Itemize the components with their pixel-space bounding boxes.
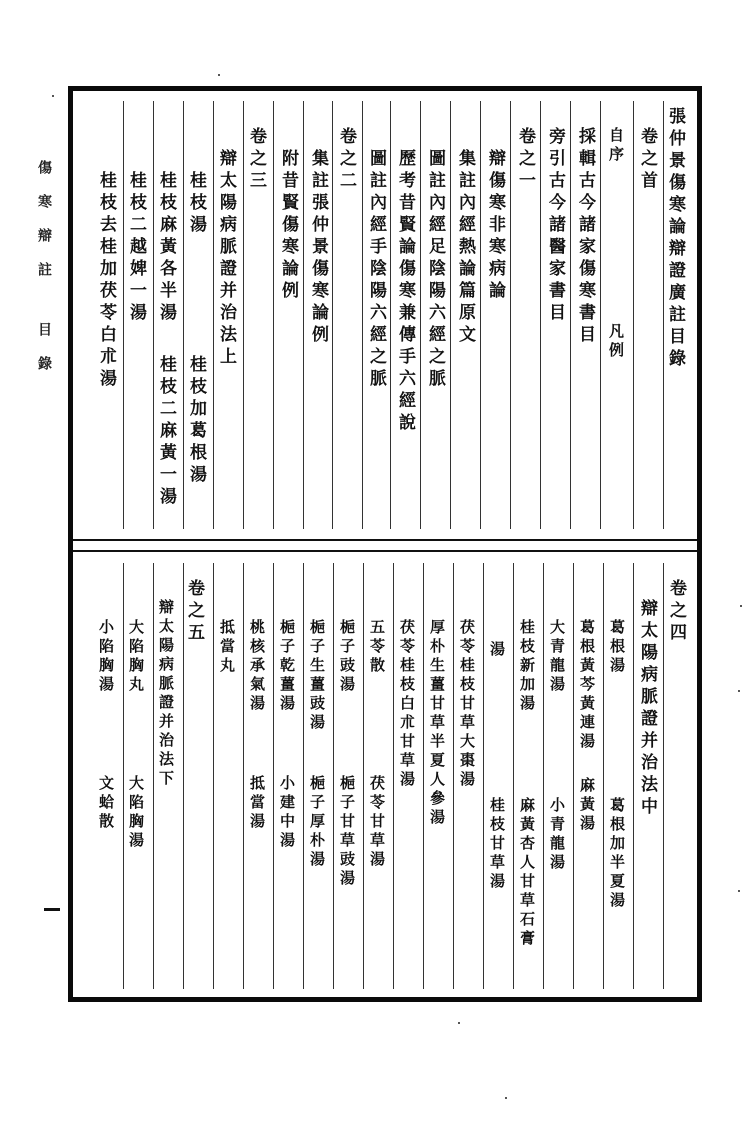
scan-speck xyxy=(52,95,54,97)
column-rule xyxy=(483,563,484,989)
column-rule xyxy=(363,563,364,989)
toc-entry: 歷考昔賢論傷寒兼傳手六經說 xyxy=(395,149,415,435)
column-rule xyxy=(480,101,481,529)
toc-entry: 大陷胸丸 xyxy=(127,619,145,695)
toc-entry: 葛根湯 xyxy=(608,619,626,676)
toc-entry: 桂枝麻黃各半湯 xyxy=(156,171,176,325)
toc-entry: 桂枝去桂加茯苓白朮湯 xyxy=(96,171,116,391)
toc-entry: 厚朴生薑甘草半夏人參湯 xyxy=(428,619,446,828)
column-rule xyxy=(332,101,333,529)
column-rule xyxy=(390,101,391,529)
column-rule xyxy=(243,101,244,529)
column-rule xyxy=(633,101,634,529)
book-title: 傷寒辯註 xyxy=(36,160,52,296)
column-rule xyxy=(663,101,664,529)
toc-entry: 小建中湯 xyxy=(278,775,296,851)
panel-divider xyxy=(73,550,697,552)
toc-entry: 桂枝加葛根湯 xyxy=(186,355,206,487)
toc-entry: 小青龍湯 xyxy=(548,797,566,873)
toc-entry: 自序 xyxy=(607,127,625,165)
volume-heading: 卷之五 xyxy=(184,579,204,645)
scan-speck xyxy=(458,1022,460,1024)
panel-divider xyxy=(73,539,697,541)
toc-entry: 麻黃湯 xyxy=(578,777,596,834)
toc-entry: 桂枝二越婢一湯 xyxy=(126,171,146,325)
column-rule xyxy=(153,101,154,529)
page-frame xyxy=(68,86,702,1002)
toc-entry: 抵當湯 xyxy=(248,775,266,832)
column-rule xyxy=(600,101,601,529)
column-rule xyxy=(303,101,304,529)
toc-entry: 茯苓甘草湯 xyxy=(368,775,386,870)
toc-entry: 文蛤散 xyxy=(97,775,115,832)
toc-entry: 集註內經熱論篇原文 xyxy=(455,149,475,347)
toc-entry: 桂枝甘草湯 xyxy=(488,797,506,892)
toc-entry: 桂枝湯 xyxy=(186,171,206,237)
toc-entry: 梔子豉湯 xyxy=(338,619,356,695)
toc-entry: 五苓散 xyxy=(368,619,386,676)
column-rule xyxy=(273,563,274,989)
toc-entry: 抵當丸 xyxy=(218,619,236,676)
column-rule xyxy=(362,101,363,529)
toc-entry: 茯苓桂枝甘草大棗湯 xyxy=(458,619,476,790)
column-rule xyxy=(510,101,511,529)
column-rule xyxy=(450,101,451,529)
column-rule xyxy=(663,563,664,989)
toc-entry: 旁引古今諸醫家書目 xyxy=(545,127,565,325)
column-rule xyxy=(183,101,184,529)
toc-entry: 圖註內經足陰陽六經之脈 xyxy=(425,149,445,391)
scan-speck xyxy=(218,74,220,76)
column-rule xyxy=(123,563,124,989)
toc-entry: 集註張仲景傷寒論例 xyxy=(308,149,328,347)
toc-entry: 辯太陽病脈證并治法中 xyxy=(637,599,657,819)
toc-entry: 麻黃杏人甘草石膏 xyxy=(518,797,536,949)
toc-entry: 梔子生薑豉湯 xyxy=(308,619,326,733)
scan-speck xyxy=(738,690,740,692)
toc-entry: 小陷胸湯 xyxy=(97,619,115,695)
toc-entry: 梔子厚朴湯 xyxy=(308,775,326,870)
column-rule xyxy=(393,563,394,989)
page-number-mark xyxy=(44,908,60,911)
toc-entry: 桂枝二麻黃一湯 xyxy=(156,355,176,509)
toc-entry: 大陷胸湯 xyxy=(127,775,145,851)
column-rule xyxy=(603,563,604,989)
toc-entry: 大青龍湯 xyxy=(548,619,566,695)
toc-entry: 附昔賢傷寒論例 xyxy=(278,149,298,303)
column-rule xyxy=(453,563,454,989)
scan-speck xyxy=(740,605,742,607)
lower-panel xyxy=(73,553,697,997)
column-rule xyxy=(513,563,514,989)
upper-panel xyxy=(73,91,697,537)
column-rule xyxy=(213,101,214,529)
volume-heading: 卷之三 xyxy=(246,127,266,193)
column-rule xyxy=(213,563,214,989)
column-rule xyxy=(633,563,634,989)
toc-entry: 葛根加半夏湯 xyxy=(608,797,626,911)
column-rule xyxy=(243,563,244,989)
volume-heading: 卷之四 xyxy=(666,579,686,645)
toc-entry: 圖註內經手陰陽六經之脈 xyxy=(366,149,386,391)
toc-title: 張仲景傷寒論辯證廣註目錄 xyxy=(665,107,685,371)
column-rule xyxy=(333,563,334,989)
toc-entry: 茯苓桂枝白朮甘草湯 xyxy=(398,619,416,790)
volume-heading: 卷之二 xyxy=(336,127,356,193)
column-rule xyxy=(303,563,304,989)
toc-entry: 桂枝新加湯 xyxy=(518,619,536,714)
toc-entry: 梔子乾薑湯 xyxy=(278,619,296,714)
toc-entry: 梔子甘草豉湯 xyxy=(338,775,356,889)
column-rule xyxy=(123,101,124,529)
scan-speck xyxy=(738,890,740,892)
column-rule xyxy=(273,101,274,529)
column-rule xyxy=(543,563,544,989)
column-rule xyxy=(423,563,424,989)
toc-entry: 凡例 xyxy=(607,323,625,361)
volume-heading: 卷之首 xyxy=(637,127,657,193)
column-rule xyxy=(540,101,541,529)
toc-entry: 葛根黃芩黃連湯 xyxy=(578,619,596,752)
scan-speck xyxy=(505,1097,507,1099)
toc-entry: 辯傷寒非寒病論 xyxy=(485,149,505,303)
toc-entry: 辯太陽病脈證并治法下 xyxy=(157,599,175,789)
volume-heading: 卷之一 xyxy=(515,127,535,193)
toc-entry: 辯太陽病脈證并治法上 xyxy=(216,149,236,369)
column-rule xyxy=(420,101,421,529)
toc-entry: 採輯古今諸家傷寒書目 xyxy=(575,127,595,347)
toc-entry: 桃核承氣湯 xyxy=(248,619,266,714)
section-title: 目錄 xyxy=(36,322,52,390)
toc-entry: 湯 xyxy=(488,641,506,660)
column-rule xyxy=(573,563,574,989)
column-rule xyxy=(570,101,571,529)
spine-title xyxy=(34,160,54,390)
column-rule xyxy=(153,563,154,989)
